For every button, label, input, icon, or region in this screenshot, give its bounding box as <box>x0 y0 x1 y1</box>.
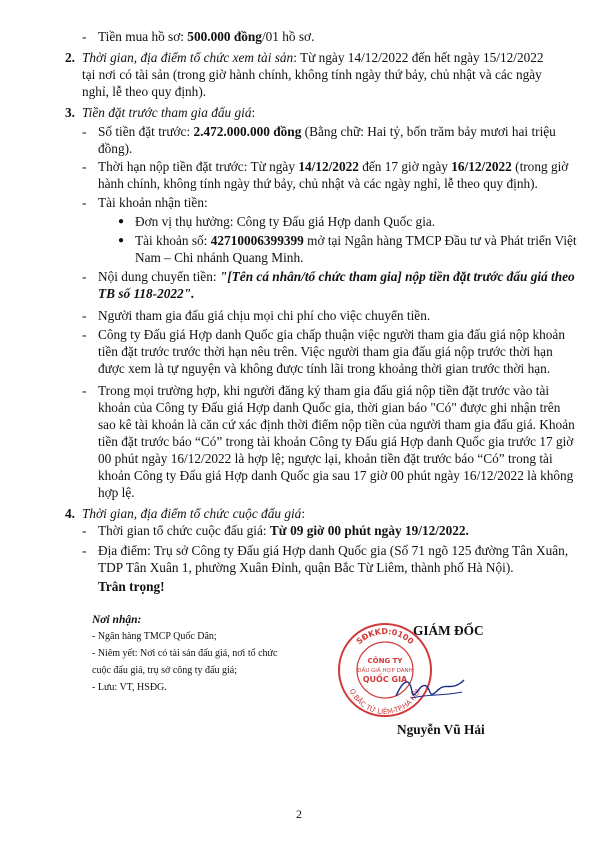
account-label: Tài khoản nhận tiền: <box>98 195 208 210</box>
early-deposit: Công ty Đấu giá Hợp danh Quốc gia chấp thuận việc người tham gia đấu giá nộp khoản <box>98 327 565 342</box>
handwritten-signature <box>392 672 472 706</box>
auction-place: Địa điểm: Trụ sở Công ty Đấu giá Hợp danh Quốc gia (Số 71 ngõ 125 đường Tân Xuân, <box>98 543 569 558</box>
validity-clause: sao kê tài khoản là căn cứ xác định thời điểm nộp tiền của người tham gia đấu giá. Khoản <box>98 417 575 432</box>
validity-clause: hợp lệ. <box>98 485 135 500</box>
dash-marker: - <box>82 308 87 323</box>
transfer-fees: Người tham gia đấu giá chịu mọi chi phí cho việc chuyển tiền. <box>98 308 431 323</box>
section4-heading: Thời gian, địa điểm tổ chức cuộc đấu giá: <box>82 506 306 521</box>
signatory-name: Nguyễn Vũ Hải <box>397 722 485 737</box>
dash-marker: - <box>82 327 87 342</box>
dash-marker: - <box>82 543 87 558</box>
section-number: 3. <box>65 105 75 120</box>
section-number: 4. <box>65 506 75 521</box>
section2-text: tại nơi có tài sản (trong giờ hành chính, không tính ngày thứ bảy, chủ nhật và các ngày <box>82 67 542 82</box>
signatory-title: GIÁM ĐỐC <box>413 623 484 638</box>
early-deposit: tiền đặt trước trước thời hạn nêu trên. Việc người tham gia đấu giá nộp trước thời hạn <box>98 344 553 359</box>
deposit-deadline: Thời hạn nộp tiền đặt trước: Từ ngày 14/12/2022 đến 17 giờ ngày 16/12/2022 (trong giờ <box>98 159 569 174</box>
dash-marker: - <box>82 383 87 398</box>
seal-line: QUỐC GIA <box>362 675 408 684</box>
recipient-item: - Ngân hàng TMCP Quốc Dân; <box>92 631 217 642</box>
account-number: Tài khoản số: 42710006399399 mở tại Ngân hàng TMCP Đầu tư và Phát triển Việt <box>135 233 577 248</box>
auction-place: TDP Tân Xuân 1, phường Xuân Đỉnh, quận Bắc Từ Liêm, thành phố Hà Nội). <box>98 560 514 575</box>
seal-line: CÔNG TY <box>367 657 403 665</box>
transfer-content: Nội dung chuyển tiền: "[Tên cá nhân/tổ chức tham gia] nộp tiền đặt trước đấu giá theo <box>98 269 575 284</box>
validity-clause: Trong mọi trường hợp, khi người đăng ký tham gia đấu giá nộp tiền đặt trước vào tài <box>98 383 550 398</box>
dash-marker: - <box>82 124 87 139</box>
dash-marker: - <box>82 523 87 538</box>
account-number-cont: Nam – Chi nhánh Quang Minh. <box>135 250 304 265</box>
deposit-amount: Số tiền đặt trước: 2.472.000.000 đồng (Bằng chữ: Hai tỷ, bốn trăm bảy mươi hai triệu <box>98 124 556 139</box>
early-deposit: được xem là tự nguyện và không được tính lãi trong khoảng thời gian trước thời hạn. <box>98 361 551 376</box>
seal-line: ĐẤU GIÁ HỢP DANH <box>357 668 413 674</box>
deposit-amount-cont: đồng). <box>98 141 133 156</box>
dash-marker: - <box>82 159 87 174</box>
recipient-item: - Lưu: VT, HSĐG. <box>92 682 167 693</box>
section-number: 2. <box>65 50 75 65</box>
section2-text: nghỉ, lễ theo quy định). <box>82 84 207 99</box>
validity-clause: khoản Công ty Đấu giá Hợp danh Quốc gia sau 17 giờ 00 phút ngày 16/12/2022 là không <box>98 468 574 483</box>
validity-clause: khoản của Công ty Đấu giá Hợp danh Quốc gia, thời gian báo "Có" được ghi nhận trên <box>98 400 561 415</box>
recipient-item: - Niêm yết: Nơi có tài sản đấu giá, nơi tổ chức <box>92 648 278 659</box>
transfer-content-cont: TB số 118-2022". <box>98 286 195 301</box>
beneficiary: Đơn vị thụ hưởng: Công ty Đấu giá Hợp danh Quốc gia. <box>135 214 436 229</box>
validity-clause: 00 phút ngày 16/12/2022 là hợp lệ; ngược lại, khoản tiền đặt trước báo “Có” trong tài <box>98 451 553 466</box>
bullet-marker: ● <box>118 216 125 227</box>
page-number: 2 <box>296 807 302 821</box>
seal-top-text: SĐKKD:0100 <box>354 626 416 647</box>
fee-line: Tiền mua hồ sơ: 500.000 đồng/01 hồ sơ. <box>98 29 315 44</box>
deposit-deadline-cont: hành chính, không tính ngày thứ bảy, chủ nhật và các ngày nghỉ, lễ theo quy định). <box>98 176 538 191</box>
seal-bottom-text: Q.BẮC TỪ LIÊM-TP.HÀ NỘI <box>347 687 423 717</box>
auction-time: Thời gian tổ chức cuộc đấu giá: Từ 09 giờ 00 phút ngày 19/12/2022. <box>98 523 469 538</box>
section2-heading: Thời gian, địa điểm tổ chức xem tài sản: Từ ngày 14/12/2022 đến hết ngày 15/12/2022 <box>82 50 544 65</box>
recipients-title: Nơi nhận: <box>92 614 142 626</box>
dash-marker: - <box>82 269 87 284</box>
recipient-item: cuộc đấu giá, trụ sở công ty đấu giá; <box>92 665 237 676</box>
validity-clause: tiền đặt trước báo “Có” trong tài khoản Công ty Đấu giá Hợp danh Quốc gia trước 17 giờ <box>98 434 574 449</box>
bullet-marker: ● <box>118 235 125 246</box>
dash-marker: - <box>82 195 87 210</box>
dash-marker: - <box>82 29 87 44</box>
section3-heading: Tiền đặt trước tham gia đấu giá: <box>82 105 256 120</box>
closing-regards: Trân trọng! <box>98 579 165 594</box>
